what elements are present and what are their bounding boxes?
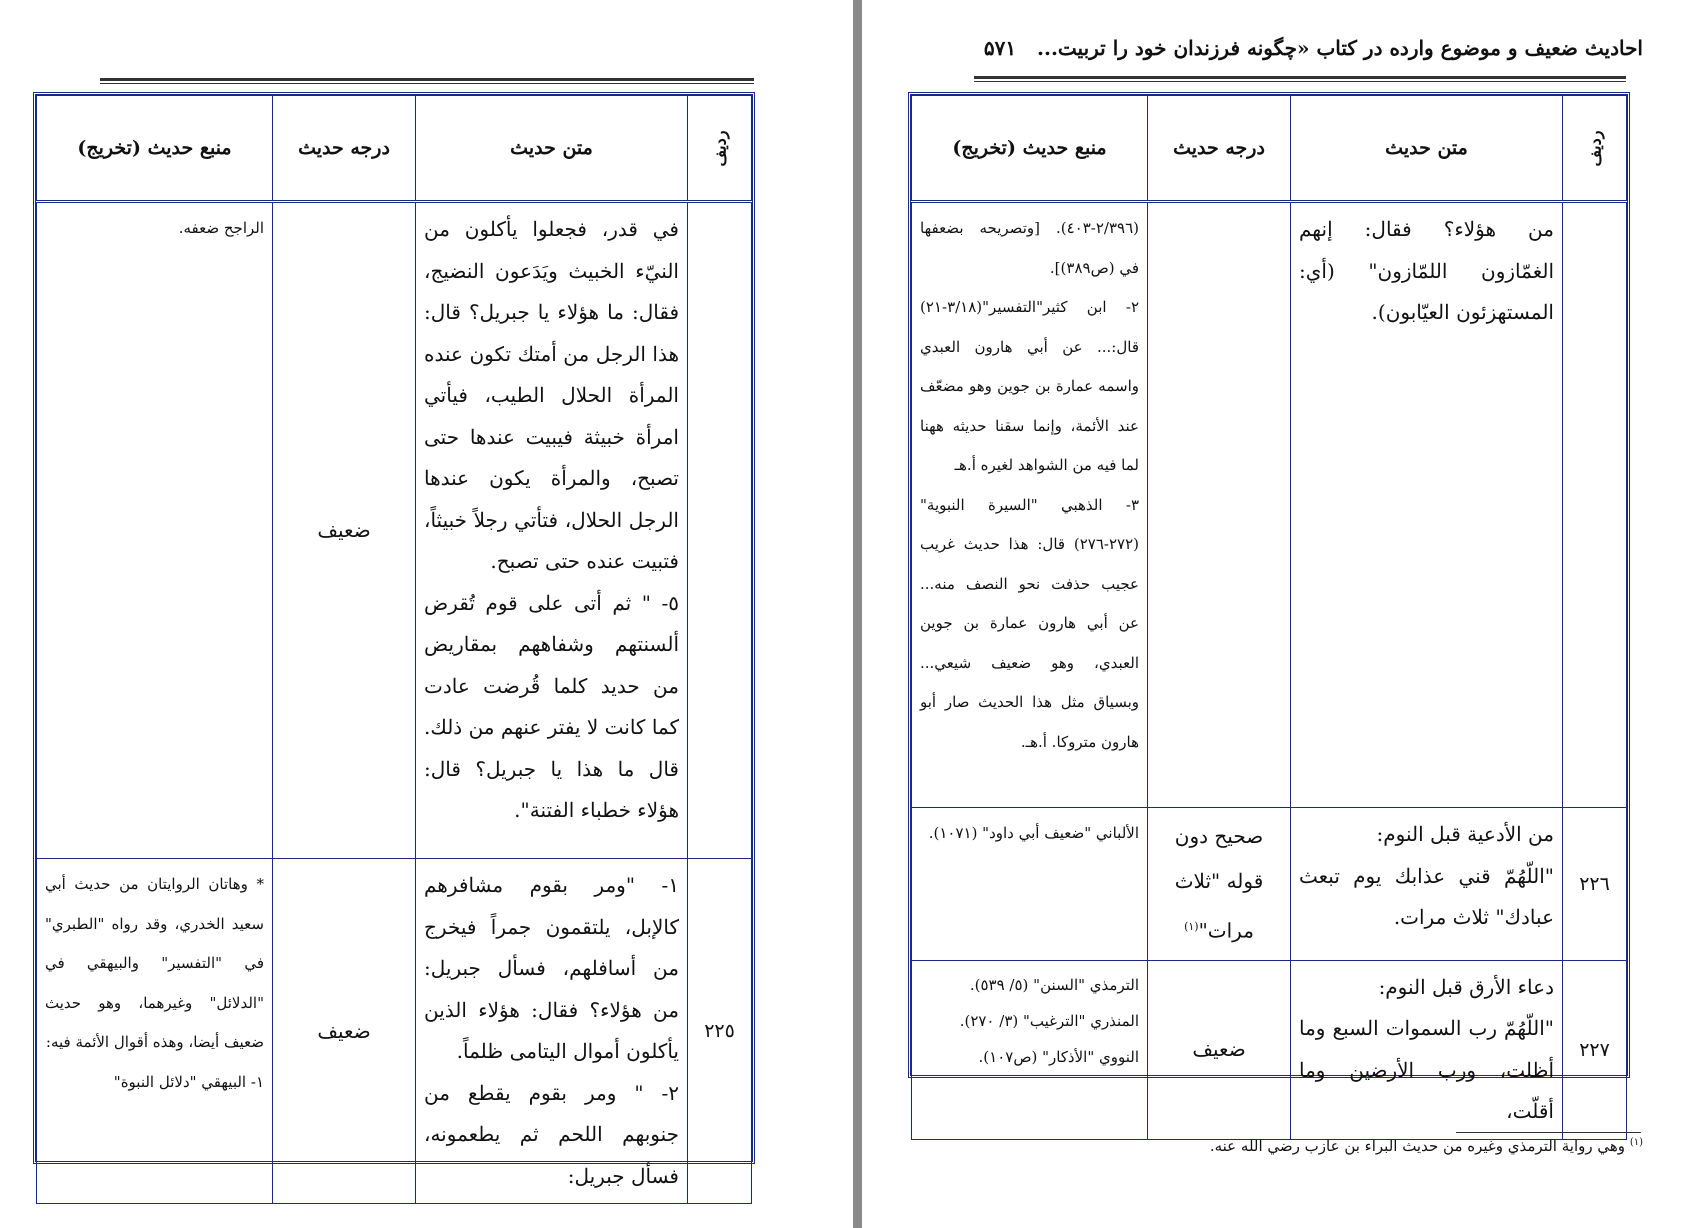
hadith-table-right — [908, 92, 1630, 1124]
footnote — [1210, 1137, 1643, 1155]
table-header-row — [912, 96, 1627, 202]
running-header-title: احادیث ضعیف و موضوع وارده در کتاب «چگونه فرزندان خود را تربیت... — [1037, 36, 1643, 60]
hadith-text: من الأدعية قبل النوم: "اللّهُمّ قني عذابك يوم تبعث عبادك" ثلاث مرات. — [1291, 808, 1563, 961]
row-number: ٢٢٦ — [1563, 808, 1627, 961]
footnote-marker: (١) — [1629, 1137, 1643, 1148]
hadith-source: الراجح ضعفه. — [37, 202, 273, 859]
table-row — [912, 808, 1627, 961]
column-header-daraja: درجه حديث — [273, 96, 416, 202]
column-header-source: منبع حديث (تخريج) — [37, 96, 273, 202]
hadith-table-left — [33, 92, 755, 1188]
column-header-matn: متن حديث — [416, 96, 688, 202]
hadith-text: في قدر، فجعلوا يأكلون من النيّء الخبيث ويَدَعون النضيج، فقال: ما هؤلاء يا جبريل؟ قال: هذا الرجل من أمتك تكون عنده المرأة الحلال الطيب، فيأتي امرأة خبيثة فيبيت عندها حتى تصبح، والمرأة يكون عندها الرجل الحلال، فتأتي رجلاً خبيثاً، فتبيت عنده حتى تصبح. ٥- " ثم أتى على قوم تُقرض ألسنتهم وشفاههم بمقاريض من حديد كلما قُرضت عادت كما كانت لا يفتر عنهم من ذلك. قال ما هذا يا جبريل؟ قال: هؤلاء خطباء الفتنة". — [416, 202, 688, 859]
table-row — [37, 202, 752, 859]
header-rule — [974, 76, 1626, 82]
hadith-text: دعاء الأرق قبل النوم: "اللّهُمّ رب السموات السبع وما أظلت، ورب الأرضين وما أقلّت، — [1291, 960, 1563, 1139]
hadith-grade — [1148, 202, 1291, 808]
row-number — [1563, 202, 1627, 808]
column-header-number: ردیف — [1563, 96, 1627, 202]
hadith-grade: ضعيف — [273, 202, 416, 859]
header-rule — [100, 78, 754, 84]
book-gutter — [853, 0, 862, 1228]
table-row — [912, 202, 1627, 808]
column-header-daraja: درجه حديث — [1148, 96, 1291, 202]
footnote-text: وهي رواية الترمذي وغيره من حديث البراء بن عازب رضي الله عنه. — [1209, 1137, 1626, 1155]
column-header-source: منبع حديث (تخريج) — [912, 96, 1148, 202]
column-header-number: ردیف — [688, 96, 752, 202]
hadith-source: (٢/٣٩٦-٤٠٣). [وتصريحه بضعفها في (ص٣٨٩)]. ٢- ابن كثير"التفسير"(٣/١٨-٢١) قال:... عن أبي هارون العبدي واسمه عمارة بن جوين وهو مضعّف عند الأئمة، وإنما سقنا حديثه ههنا لما فيه من الشواهد لغيره أ.هـ ٣- الذهبي "السيرة النبوية" (٢٧٢-٢٧٦) قال: هذا حديث غريب عجيب حذفت نحو النصف منه... عن أبي هارون عمارة بن جوين العبدي، وهو ضعيف شيعي... وبسياق مثل هذا الحديث صار أبو هارون متروكا. أ.هـ. — [912, 202, 1148, 808]
running-header — [984, 36, 1643, 60]
row-number: ٢٢٧ — [1563, 960, 1627, 1139]
hadith-source: الترمذي "السنن" (٥/ ٥٣٩). المنذري "الترغيب" (٣/ ٢٧٠). النووي "الأذكار" (ص١٠٧). — [912, 960, 1148, 1139]
footnote-ref: (١) — [1184, 920, 1199, 933]
hadith-text: ١- "ومر بقوم مشافرهم كالإبل، يلتقمون جمراً فيخرج من أسافلهم، فسأل جبريل: من هؤلاء؟ فقال: هؤلاء الذين يأكلون أموال اليتامى ظلماً. ٢- " ومر بقوم يقطع من جنوبهم اللحم ثم يطعمونه، فسأل جبريل: — [416, 859, 688, 1204]
table-row — [37, 859, 752, 1204]
table-header-row — [37, 96, 752, 202]
row-number: ٢٢٥ — [688, 859, 752, 1204]
right-page — [862, 0, 1705, 1228]
hadith-text: من هؤلاء؟ فقال: إنهم الغمّازون اللمّازون" (أي: المستهزئون العيّابون). — [1291, 202, 1563, 808]
footnote-rule — [1456, 1132, 1641, 1133]
page-number: ۵۷۱ — [983, 36, 1017, 60]
hadith-source: * وهاتان الروايتان من حديث أبي سعيد الخدري، وقد رواه "الطبري" في "التفسير" والبيهقي في "الدلائل" وغيرهما، وهو حديث ضعيف أيضا، وهذه أقوال الأئمة فيه: ١- البيهقي "دلائل النبوة" — [37, 859, 273, 1204]
hadith-grade: ضعيف — [1148, 960, 1291, 1139]
row-number — [688, 202, 752, 859]
hadith-grade: صحيح دون قوله "ثلاث مرات"$^{(١)}$ — [1148, 808, 1291, 961]
table-row — [912, 960, 1627, 1139]
hadith-source: الألباني "ضعيف أبي داود" (١٠٧١). — [912, 808, 1148, 961]
column-header-matn: متن حديث — [1291, 96, 1563, 202]
hadith-grade: ضعيف — [273, 859, 416, 1204]
